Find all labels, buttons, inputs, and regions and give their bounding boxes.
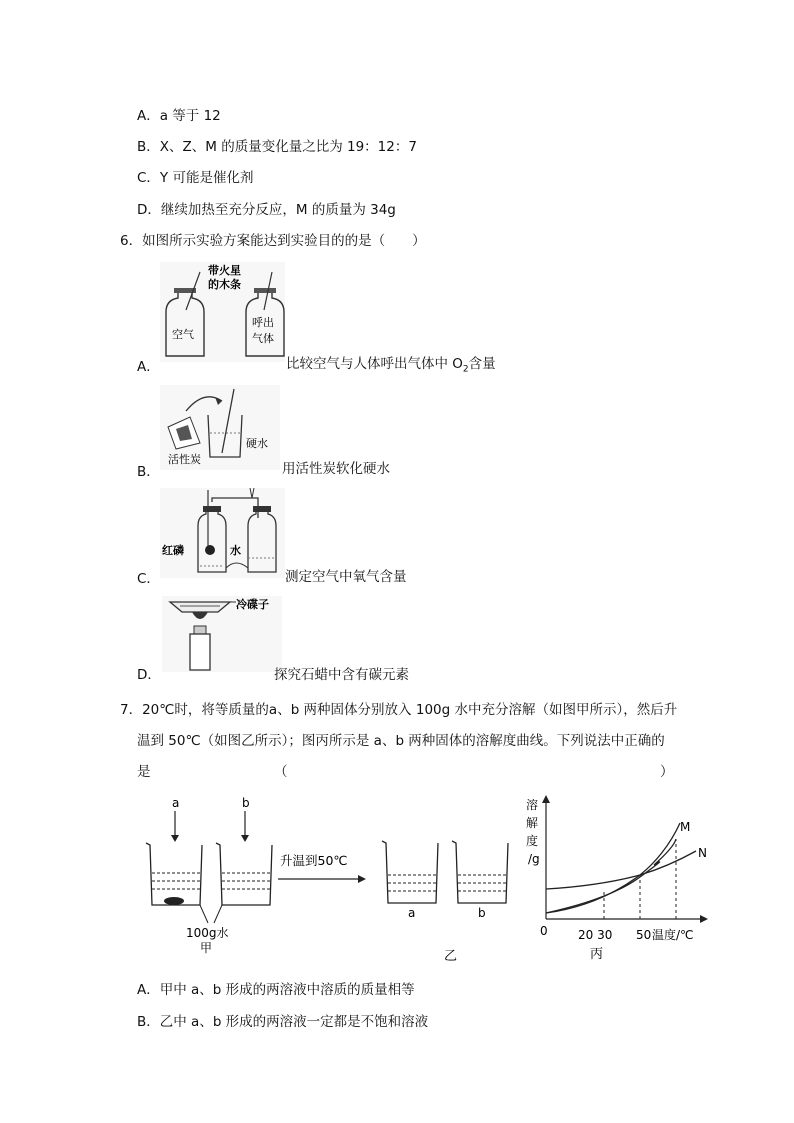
q7-yi-a: a — [408, 906, 416, 920]
q6-c-label-phosphorus: 红磷 — [162, 544, 184, 557]
q7-water-label: 100g水 — [186, 926, 229, 940]
q6-c-figure — [160, 488, 285, 578]
q7-label-b: b — [242, 796, 250, 810]
q6-option-c-text: 测定空气中氧气含量 — [285, 569, 407, 585]
q7-x-ticks: 20 30 — [578, 928, 613, 942]
q7-stem-line3: 是 — [137, 764, 151, 780]
q6-a-label-splint: 带火星 — [208, 264, 241, 277]
q5-option-b: B．X、Z、M 的质量变化量之比为 19：12：7 — [137, 139, 417, 155]
q7-option-a: A．甲中 a、b 形成的两溶液中溶质的质量相等 — [137, 982, 415, 998]
q6-option-d-letter: D． — [137, 667, 161, 683]
q5-option-a: A．a 等于 12 — [137, 108, 221, 124]
q7-y-label-2: 解 — [526, 816, 539, 830]
q7-stem-line1: 7．20℃时，将等质量的a、b 两种固体分别放入 100g 水中充分溶解（如图甲所示），然后升 — [120, 702, 678, 718]
q6-a-bottle1-label: 空气 — [172, 328, 194, 341]
q6-option-b-letter: B． — [137, 464, 160, 480]
q6-option-d-text: 探究石蜡中含有碳元素 — [274, 667, 409, 683]
q7-y-label-1: 溶 — [526, 798, 539, 812]
q7-curve-n: N — [698, 846, 707, 860]
q7-fig-bing: 丙 — [590, 947, 604, 962]
q6-option-a-text: 比较空气与人体呼出气体中 $O_2$含量 — [286, 356, 496, 375]
q5-option-d: D．继续加热至充分反应，M 的质量为 34g — [137, 202, 396, 218]
q7-fig-yi: 乙 — [444, 949, 458, 964]
q7-fig-jia: 甲 — [200, 941, 213, 955]
q6-d-figure — [162, 596, 282, 672]
q7-y-label-4: /g — [528, 852, 540, 866]
q6-a-bottle2-label1: 呼出 — [252, 316, 274, 329]
q7-figure — [140, 795, 710, 970]
q6-option-a-letter: A． — [137, 359, 160, 375]
q6-option-b-text: 用活性炭软化硬水 — [282, 461, 390, 477]
q6-c-label-water: 水 — [230, 544, 241, 557]
q7-x-50: 50 — [636, 928, 652, 942]
q6-a-bottle2-label2: 气体 — [252, 332, 274, 345]
q7-curve-m: M — [680, 820, 691, 834]
q6-d-label-plate: 冷碟子 — [236, 598, 269, 611]
q7-paren-open: （ — [274, 764, 288, 780]
q7-label-a: a — [172, 796, 180, 810]
q5-option-c: C．Y 可能是催化剂 — [137, 170, 254, 186]
q6-b-label-carbon: 活性炭 — [168, 453, 201, 466]
q6-b-figure — [160, 385, 280, 470]
q6-a-label-splint2: 的木条 — [208, 278, 241, 291]
q6-stem: 6．如图所示实验方案能达到实验目的的是（ ） — [120, 233, 426, 249]
q7-x-origin: 0 — [540, 924, 548, 938]
q7-x-label: 温度/℃ — [652, 928, 694, 942]
q7-arrow-text: 升温到50℃ — [280, 853, 348, 868]
q7-y-label-3: 度 — [526, 834, 539, 848]
q7-yi-b: b — [478, 906, 486, 920]
q6-b-label-water: 硬水 — [246, 437, 268, 450]
q7-option-b: B．乙中 a、b 形成的两溶液一定都是不饱和溶液 — [137, 1014, 429, 1030]
q7-paren-close: ） — [660, 764, 674, 780]
q6-a-figure — [160, 262, 285, 362]
q6-option-c-letter: C． — [137, 571, 160, 587]
q7-stem-line2: 温到 50℃（如图乙所示）；图丙所示是 a、b 两种固体的溶解度曲线。下列说法中正确的 — [137, 733, 665, 749]
